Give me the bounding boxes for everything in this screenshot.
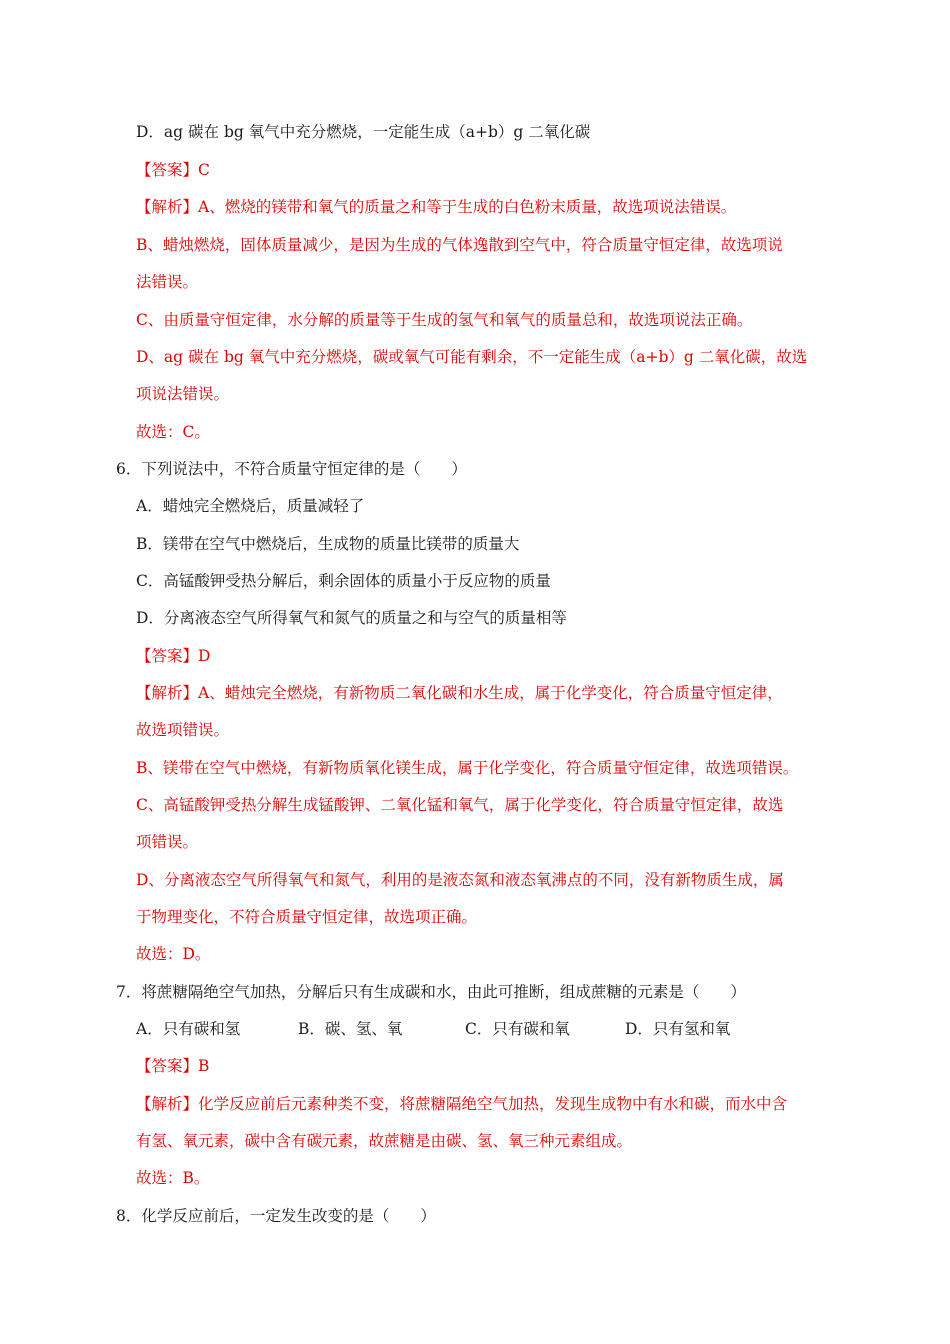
q6-analysis-a2: 故选项错误。 bbox=[136, 721, 230, 739]
q5-analysis-d1: D、ag 碳在 bg 氧气中充分燃烧，碳或氧气可能有剩余，不一定能生成（a+b）g 二氧化碳，故选 bbox=[136, 348, 808, 366]
q7-analysis-1 bbox=[136, 1094, 787, 1114]
answer-tag: 【答案】 bbox=[136, 647, 199, 665]
q8-stem: 8．化学反应前后，一定发生改变的是（ ） bbox=[116, 1207, 436, 1225]
q7-option-c: C．只有碳和氧 bbox=[465, 1020, 570, 1038]
q6-analysis-b: B、镁带在空气中燃烧，有新物质氧化镁生成，属于化学变化，符合质量守恒定律，故选项错误。 bbox=[136, 759, 799, 777]
analysis-tag: 【解析】 bbox=[136, 198, 199, 216]
q5-option-d: D．ag 碳在 bg 氧气中充分燃烧，一定能生成（a+b）g 二氧化碳 bbox=[136, 123, 591, 141]
q6-analysis-d1: D、分离液态空气所得氧气和氮气，利用的是液态氮和液态氧沸点的不同，没有新物质生成，属 bbox=[136, 871, 784, 889]
q6-option-c: C．高锰酸钾受热分解后，剩余固体的质量小于反应物的质量 bbox=[136, 572, 551, 590]
q7-option-b: B．碳、氢、氧 bbox=[298, 1020, 403, 1038]
q6-option-a: A．蜡烛完全燃烧后，质量减轻了 bbox=[136, 497, 365, 515]
answer-value: B bbox=[198, 1057, 210, 1075]
q5-analysis-a bbox=[136, 197, 736, 217]
q5-analysis-b2: 法错误。 bbox=[136, 273, 199, 291]
q6-analysis-a1 bbox=[136, 683, 783, 703]
q7-stem: 7．将蔗糖隔绝空气加热，分解后只有生成碳和水，由此可推断，组成蔗糖的元素是（ ） bbox=[116, 983, 746, 1001]
answer-value: D bbox=[198, 647, 211, 665]
q6-stem: 6．下列说法中，不符合质量守恒定律的是（ ） bbox=[116, 460, 467, 478]
answer-value: C bbox=[198, 161, 210, 179]
q5-analysis-b1: B、蜡烛燃烧，固体质量减少，是因为生成的气体逸散到空气中，符合质量守恒定律，故选项说 bbox=[136, 236, 783, 254]
q6-option-b: B．镁带在空气中燃烧后，生成物的质量比镁带的质量大 bbox=[136, 535, 520, 553]
q6-analysis-d2: 于物理变化，不符合质量守恒定律，故选项正确。 bbox=[136, 908, 478, 926]
q5-analysis-c: C、由质量守恒定律，水分解的质量等于生成的氢气和氧气的质量总和，故选项说法正确。 bbox=[136, 311, 753, 329]
q7-option-d: D．只有氢和氧 bbox=[625, 1020, 731, 1038]
analysis-text: A、蜡烛完全燃烧，有新物质二氧化碳和水生成，属于化学变化，符合质量守恒定律， bbox=[198, 684, 783, 702]
q5-choice: 故选：C。 bbox=[136, 423, 210, 441]
q5-answer bbox=[136, 160, 210, 180]
q7-option-a: A．只有碳和氢 bbox=[136, 1020, 241, 1038]
answer-tag: 【答案】 bbox=[136, 161, 199, 179]
q6-analysis-c2: 项错误。 bbox=[136, 833, 199, 851]
q7-analysis-2: 有氢、氧元素，碳中含有碳元素，故蔗糖是由碳、氢、氧三种元素组成。 bbox=[136, 1132, 633, 1150]
analysis-tag: 【解析】 bbox=[136, 684, 199, 702]
analysis-tag: 【解析】 bbox=[136, 1095, 199, 1113]
q7-options bbox=[136, 1019, 730, 1039]
q7-answer bbox=[136, 1056, 209, 1076]
q6-choice: 故选：D。 bbox=[136, 945, 211, 963]
q5-analysis-d2: 项说法错误。 bbox=[136, 385, 230, 403]
answer-tag: 【答案】 bbox=[136, 1057, 199, 1075]
analysis-text: 化学反应前后元素种类不变，将蔗糖隔绝空气加热，发现生成物中有水和碳，而水中含 bbox=[198, 1095, 788, 1113]
q6-option-d: D．分离液态空气所得氧气和氮气的质量之和与空气的质量相等 bbox=[136, 609, 567, 627]
q7-choice: 故选：B。 bbox=[136, 1169, 210, 1187]
q6-answer bbox=[136, 646, 210, 666]
q6-analysis-c1: C、高锰酸钾受热分解生成锰酸钾、二氧化锰和氧气，属于化学变化，符合质量守恒定律，故选 bbox=[136, 796, 784, 814]
analysis-text: A、燃烧的镁带和氧气的质量之和等于生成的白色粉末质量，故选项说法错误。 bbox=[198, 198, 737, 216]
